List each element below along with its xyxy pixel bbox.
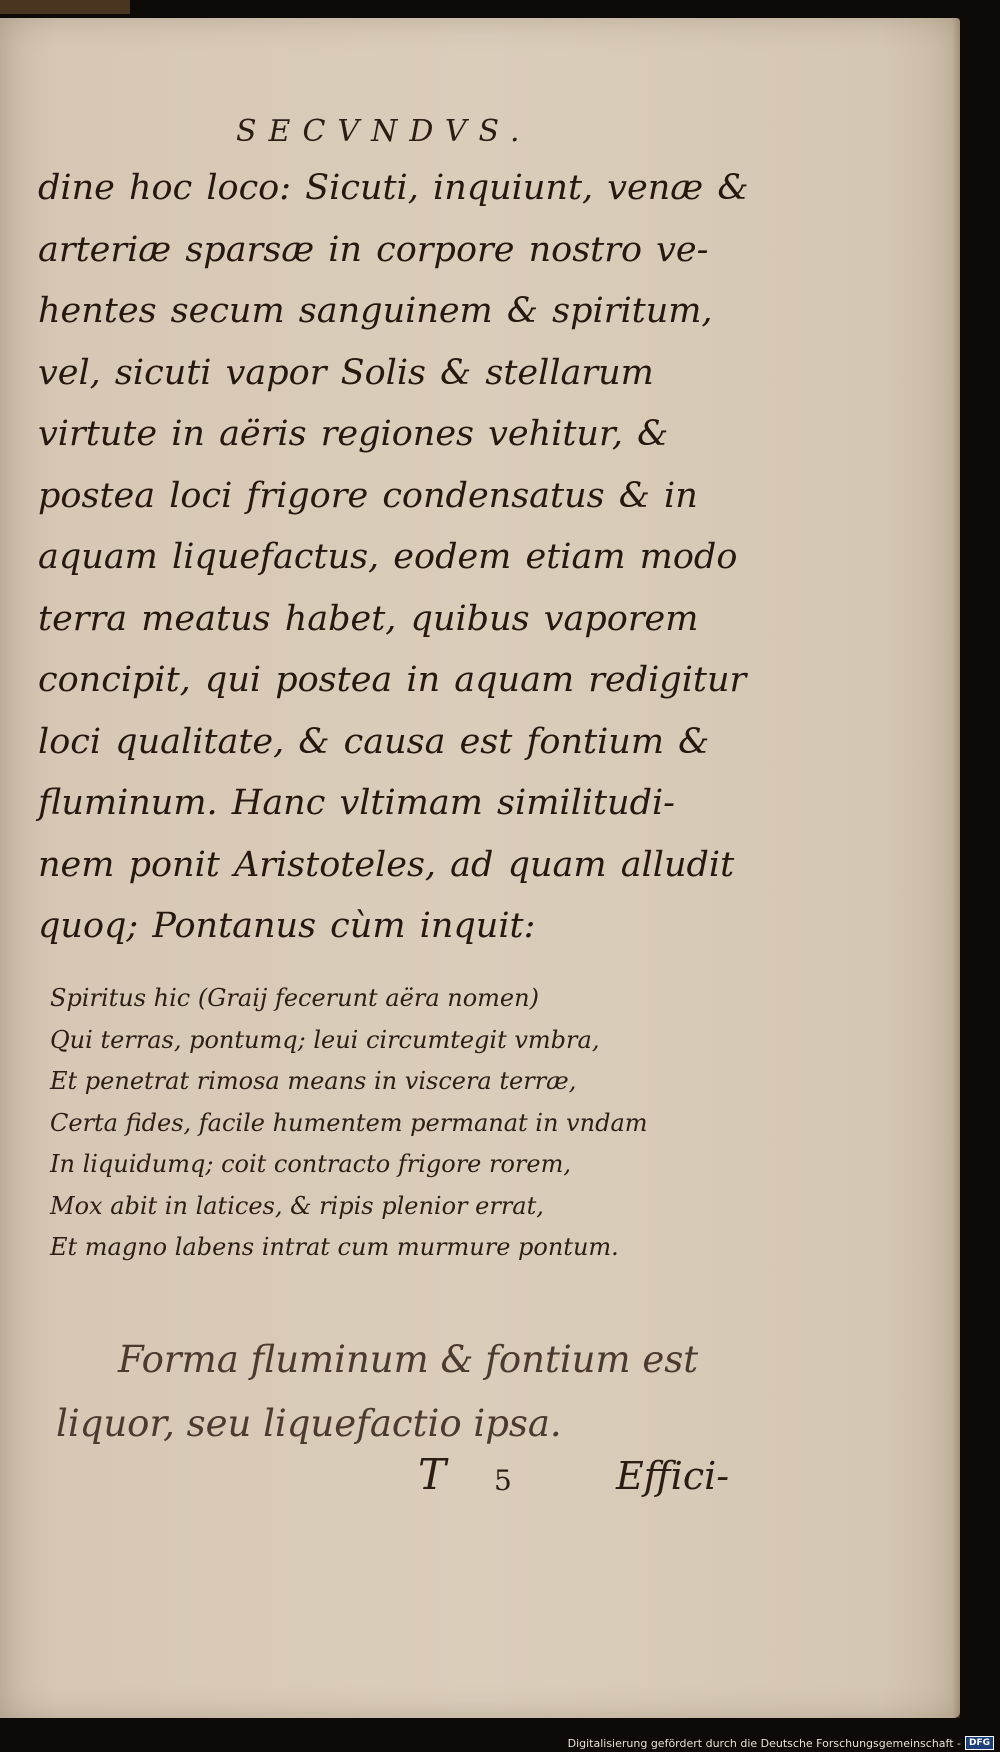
text-line: vel, sicuti vapor Solis & stellarum — [38, 352, 654, 393]
text-line: arteriæ sparsæ in corpore nostro ve- — [38, 229, 709, 270]
digitization-footer — [568, 1736, 994, 1750]
text-line: dine hoc loco: Sicuti, inquiunt, venæ & — [38, 168, 749, 208]
text-line: aquam liquefactus, eodem etiam modo — [38, 537, 738, 577]
text-line: nem ponit Aristoteles, ad quam alludit — [38, 844, 735, 885]
running-head: SECVNDVS. — [236, 114, 532, 149]
verse-line: In liquidumq; coit contracto frigore rorem, — [50, 1150, 571, 1178]
signature-number: 5 — [494, 1464, 512, 1497]
forma-paragraph — [56, 1328, 699, 1456]
dfg-logo: DFG — [965, 1736, 994, 1750]
text-line: postea loci frigore condensatus & in — [38, 475, 698, 516]
text-line: hentes secum sanguinem & spiritum, — [38, 291, 713, 331]
verse-line: Mox abit in latices, & ripis plenior errat, — [50, 1191, 544, 1220]
text-line: fluminum. Hanc vltimam similitudi- — [38, 783, 676, 823]
text-line: loci qualitate, & causa est fontium & — [38, 721, 710, 762]
verse-line: Qui terras, pontumq; leui circumtegit vmbra, — [50, 1025, 600, 1054]
book-page — [0, 18, 960, 1718]
text-line: Forma fluminum & fontium est — [118, 1338, 699, 1381]
verse-line: Spiritus hic (Graij fecerunt aëra nomen) — [50, 984, 539, 1012]
text-line: quoq; Pontanus cùm inquit: — [38, 906, 536, 946]
catchword: Effici- — [616, 1454, 730, 1498]
text-line: concipit, qui postea in aquam redigitur — [38, 660, 747, 700]
text-line: terra meatus habet, quibus vaporem — [38, 598, 699, 639]
binding-edge — [0, 0, 130, 14]
text-line: liquor, seu liquefactio ipsa. — [56, 1402, 562, 1445]
text-line: virtute in aëris regiones vehitur, & — [38, 414, 669, 454]
footer-credit: Digitalisierung gefördert durch die Deutsche Forschungsgemeinschaft - — [567, 1736, 961, 1750]
body-text — [38, 158, 749, 958]
page-edge-shadow — [952, 18, 960, 1718]
verse-line: Et penetrat rimosa means in viscera terræ, — [50, 1067, 577, 1095]
verse-line: Certa fides, facile humentem permanat in vndam — [50, 1108, 648, 1137]
signature-mark: T — [418, 1450, 447, 1499]
verse-quotation — [50, 978, 648, 1269]
verse-line: Et magno labens intrat cum murmure pontum. — [50, 1233, 619, 1261]
